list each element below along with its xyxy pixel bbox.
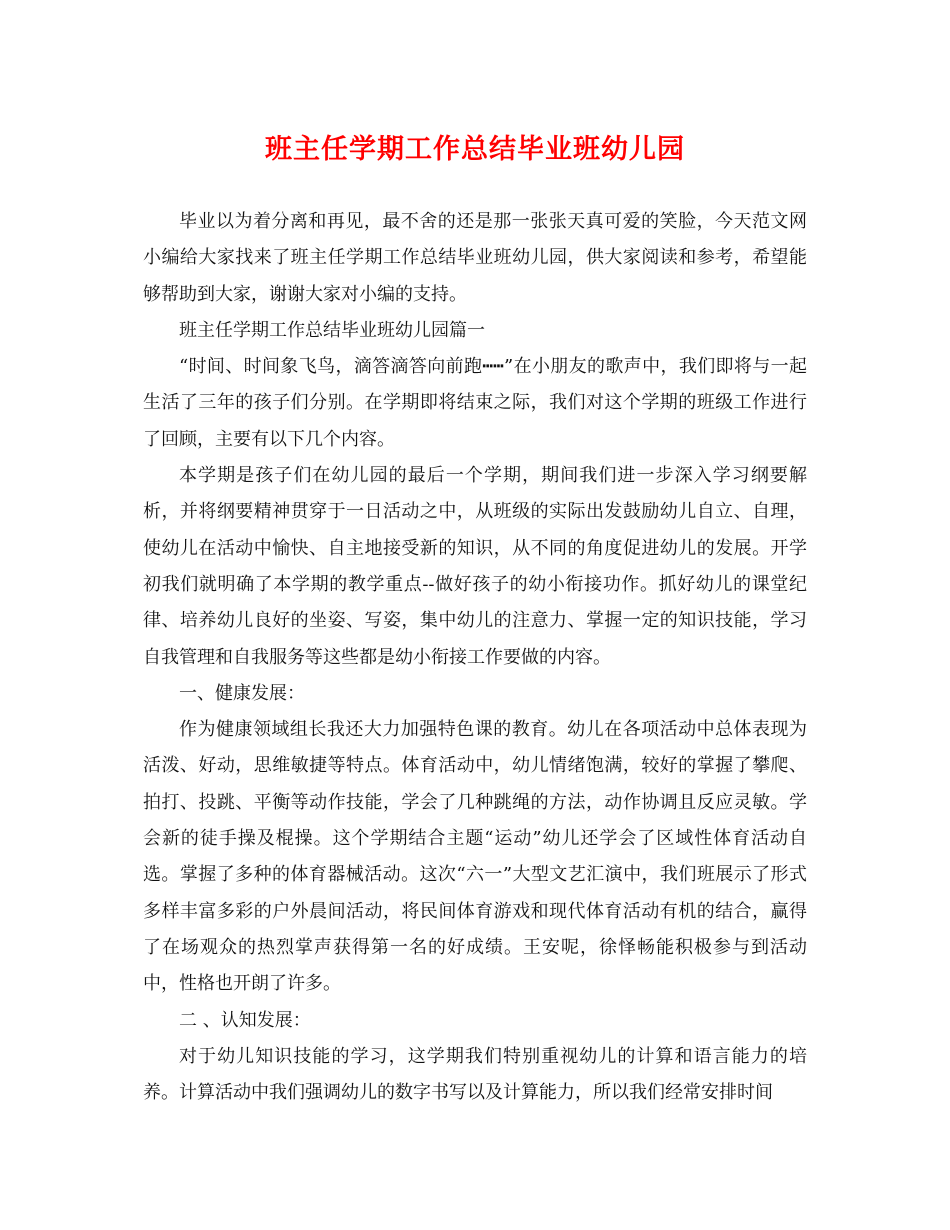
heading-cognitive-development: 二 、认知发展：: [179, 1009, 311, 1031]
heading-health-development: 一、健康发展：: [179, 682, 305, 704]
document-title: 班主任学期工作总结毕业班幼儿园: [265, 134, 685, 165]
paragraph-cognitive-development: 对于幼儿知识技能的学习，这学期我们特别重视幼儿的计算和语言能力的培养。计算活动中我们强调幼儿的数字书写以及计算能力，所以我们经常安排时间: [143, 1045, 807, 1104]
paragraph-section-heading: 班主任学期工作总结毕业班幼儿园篇一: [179, 319, 485, 341]
paragraph-health-development: 作为健康领域组长我还大力加强特色课的教育。幼儿在各项活动中总体表现为活泼、好动，思维敏捷等特点。体育活动中，幼儿情绪饱满，较好的掌握了攀爬、拍打、投跳、平衡等动作技能，学会了几种跳绳的方法，动作协调且反应灵敏。学会新的徒手操及棍操。这个学期结合主题“运动”幼儿还学会了区域性体育活动自选。掌握了多种的体育器械活动。这次“六一”大型文艺汇演中，我们班展示了形式多样丰富多彩的户外晨间活动，将民间体育游戏和现代体育活动有机的结合，赢得了在场观众的热烈掌声获得第一名的好成绩。王安呢，徐怿畅能积极参与到活动中，性格也开朗了许多。: [143, 719, 807, 995]
paragraph-semester-overview: 本学期是孩子们在幼儿园的最后一个学期，期间我们进一步深入学习纲要解析，并将纲要精神贯穿于一日活动之中，从班级的实际出发鼓励幼儿自立、自理，使幼儿在活动中愉快、自主地接受新的知识，从不同的角度促进幼儿的发展。开学初我们就明确了本学期的教学重点--做好孩子的幼小衔接功作。抓好幼儿的课堂纪律、培养幼儿良好的坐姿、写姿，集中幼儿的注意力、掌握一定的知识技能，学习自我管理和自我服务等这些都是幼小衔接工作要做的内容。: [143, 465, 807, 668]
paragraph-song-opening: “时间、时间象飞鸟，滴答滴答向前跑┅┅”在小朋友的歌声中，我们即将与一起生活了三年的孩子们分别。在学期即将结束之际，我们对这个学期的班级工作进行了回顾，主要有以下几个内容。: [143, 356, 807, 450]
document-body: [143, 204, 807, 1111]
paragraph-intro: 毕业以为着分离和再见，最不舍的还是那一张张天真可爱的笑脸，今天范文网小编给大家找来了班主任学期工作总结毕业班幼儿园，供大家阅读和参考，希望能够帮助到大家，谢谢大家对小编的支持。: [143, 211, 807, 305]
